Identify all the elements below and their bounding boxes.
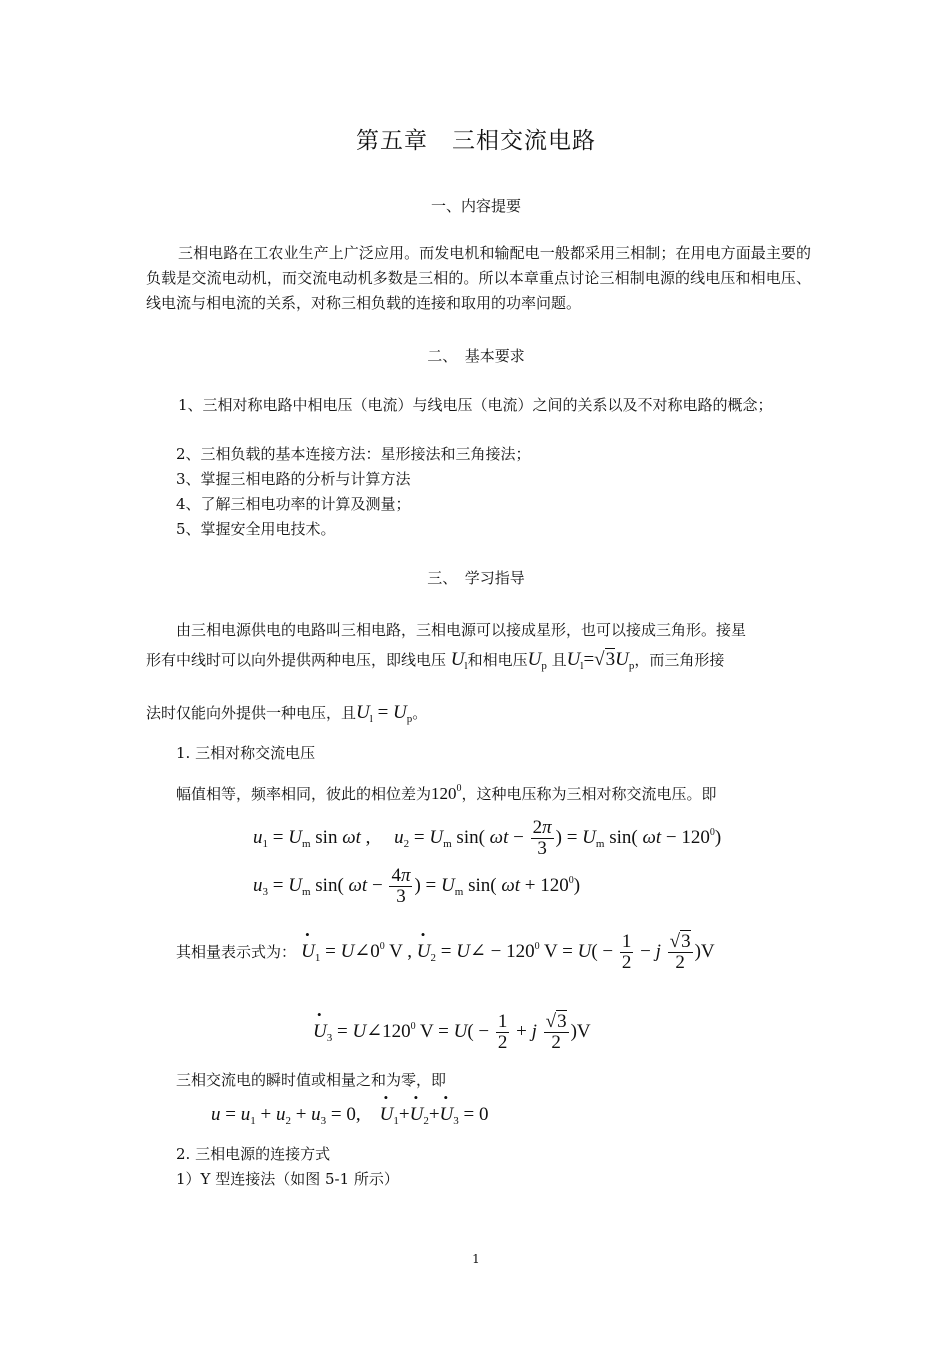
connection-method-item: 1）Y 型连接法（如图 5-1 所示）: [176, 1170, 399, 1188]
guidance-text-line3: 法时仅能向外提供一种电压，且$U_l = U_p$。: [146, 702, 428, 725]
symmetric-voltage-definition: 幅值相等，频率相同，彼此的相位差为$120^0$，这种电压称为三相对称交流电压。即: [176, 783, 717, 803]
requirement-item: 5、掌握安全用电技术。: [176, 520, 336, 538]
formula-line-voltage: $U_l$: [450, 649, 468, 672]
formula-voltage-relation: $U_l=√3U_p$: [566, 649, 635, 672]
formula-sum-zero: $u = u_1 + u_2 + u_3 = 0$, • $U_1+•$ $U_2+•$ $U_3 = 0$: [211, 1104, 488, 1127]
formula-phasor-u1-u2: • $U_1$ = $U\angle 0^0$ V , • $U_2$ = U∠ − $120^0$ V = U( − $\frac{1}{2}$ − j $\frac{√3}{2}$ )V: [301, 941, 715, 962]
requirement-item: 2、三相负载的基本连接方法：星形接法和三角接法；: [176, 445, 531, 463]
formula-instantaneous-u3: $u_3 = U_m$ sin( ωt − $\frac{4\pi}{3}$ ) = $U_m$ sin( $\omega t + 120^0$): [253, 865, 581, 907]
guidance-text-line1: 由三相电源供电的电路叫三相电路，三相电源可以接成星形，也可以接成三角形。接星: [176, 621, 747, 639]
subsection-title: 2. 三相电源的连接方式: [176, 1145, 331, 1163]
section-heading-requirements: 二、 基本要求: [427, 347, 525, 365]
phase-difference-value: $120^0$: [431, 783, 462, 803]
formula-delta-relation: $U_l = U_p$: [356, 702, 413, 725]
section-heading-summary: 一、内容提要: [430, 197, 521, 215]
phasor-expressions: 其相量表示式为： • $U_1$ = $U\angle 0^0$ V , • $U_2$ = U∠ − $120^0$ V = U( − $\frac{1}{2}$ − j $\frac{√3}{2}$ )V: [176, 932, 715, 973]
page-number: 1: [472, 1252, 480, 1266]
requirement-item: 1、三相对称电路中相电压（电流）与线电压（电流）之间的关系以及不对称电路的概念；: [178, 396, 773, 414]
section-heading-guidance: 三、 学习指导: [427, 569, 525, 587]
requirement-item: 3、掌握三相电路的分析与计算方法: [176, 470, 411, 488]
formula-phasor-u3: • $U_3$ = $U\angle 120^0$ V = U( − $\frac{1}{2}$ + j $\frac{√3}{2}$ )V: [313, 1012, 591, 1053]
page-title: 第五章 三相交流电路: [356, 128, 596, 154]
subsection-title: 1. 三相对称交流电压: [176, 744, 316, 762]
summary-paragraph: 三相电路在工农业生产上广泛应用。而发电机和输配电一般都采用三相制；在用电方面最主要的负载是交流电动机，而交流电动机多数是三相的。所以本章重点讨论三相制电源的线电压和相电压、线电流与相电流的关系，对称三相负载的连接和取用的功率问题。: [146, 244, 811, 312]
sum-zero-text: 三相交流电的瞬时值或相量之和为零，即: [176, 1071, 447, 1089]
formula-phase-voltage: $U_p$: [527, 649, 547, 672]
requirement-item: 4、了解三相电功率的计算及测量；: [176, 495, 411, 513]
formula-instantaneous-u1-u2: $u_1 = U_m$ sin ωt , $u_2 = U_m$ sin( ωt − $\frac{2\pi}{3}$ ) = $U_m$ sin( $\omega t - 120^0$): [253, 817, 722, 859]
guidance-text-line2: 形有中线时可以向外提供两种电压，即线电压 $U_l$和相电压$U_p$ 且$U_l=√3U_p$，而三角形接: [146, 649, 725, 672]
